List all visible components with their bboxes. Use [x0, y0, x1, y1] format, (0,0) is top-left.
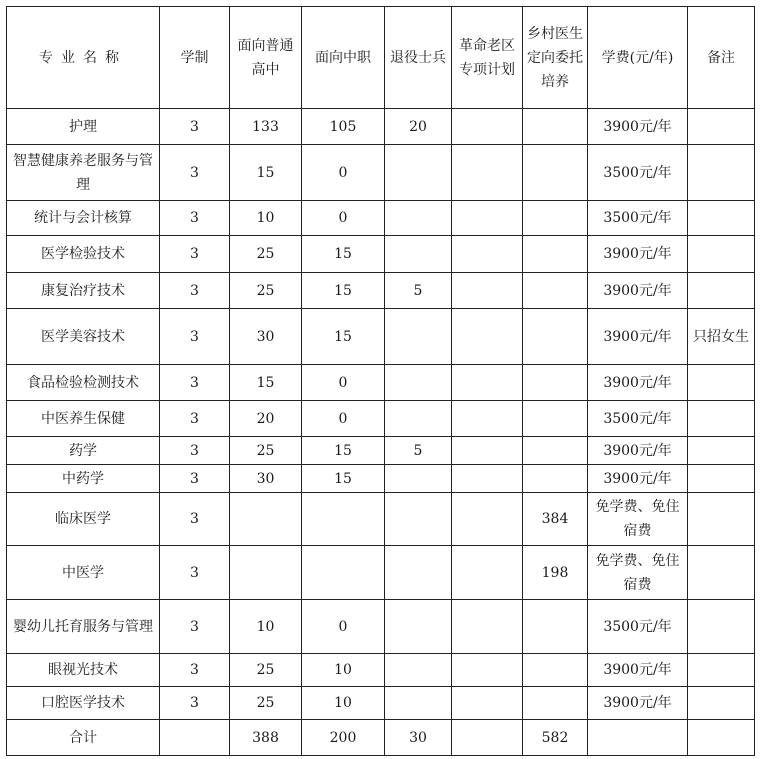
cell-vocational: 15 — [302, 309, 385, 365]
cell-major-name: 中医学 — [7, 546, 160, 600]
cell-major-name: 药学 — [7, 437, 160, 465]
cell-duration: 3 — [160, 236, 230, 273]
cell-remark — [688, 273, 755, 309]
cell-duration: 3 — [160, 201, 230, 236]
cell-fee: 3900元/年 — [588, 236, 688, 273]
cell-general-high: 30 — [230, 465, 302, 493]
cell-fee: 3500元/年 — [588, 600, 688, 654]
cell-rural-doctor — [523, 600, 588, 654]
cell-revolution-area — [452, 273, 523, 309]
cell-duration: 3 — [160, 309, 230, 365]
cell-fee: 3900元/年 — [588, 465, 688, 493]
cell-general-high: 25 — [230, 437, 302, 465]
cell-general-high: 15 — [230, 145, 302, 201]
cell-veteran — [385, 201, 452, 236]
header-major-name: 专业名称 — [7, 7, 160, 109]
cell-revolution-area — [452, 493, 523, 546]
cell-rural-doctor — [523, 201, 588, 236]
cell-revolution-area — [452, 600, 523, 654]
cell-vocational: 15 — [302, 437, 385, 465]
cell-rural-doctor — [523, 654, 588, 687]
header-rural-doctor: 乡村医生定向委托培养 — [523, 7, 588, 109]
cell-vocational: 0 — [302, 201, 385, 236]
cell-revolution-area — [452, 401, 523, 437]
cell-fee: 3900元/年 — [588, 309, 688, 365]
cell-fee: 3900元/年 — [588, 437, 688, 465]
cell-revolution-area — [452, 309, 523, 365]
cell-revolution-area — [452, 145, 523, 201]
cell-revolution-area — [452, 687, 523, 720]
cell-duration: 3 — [160, 600, 230, 654]
cell-general-high: 25 — [230, 236, 302, 273]
header-revolution-area: 革命老区专项计划 — [452, 7, 523, 109]
cell-vocational: 0 — [302, 145, 385, 201]
cell-major-name: 临床医学 — [7, 493, 160, 546]
header-row — [7, 7, 755, 109]
cell-vocational: 15 — [302, 465, 385, 493]
total-revolution-area — [452, 720, 523, 756]
header-vocational: 面向中职 — [302, 7, 385, 109]
cell-fee: 3900元/年 — [588, 273, 688, 309]
cell-remark — [688, 687, 755, 720]
cell-general-high: 25 — [230, 273, 302, 309]
header-duration: 学制 — [160, 7, 230, 109]
cell-vocational: 0 — [302, 401, 385, 437]
table-row — [7, 465, 755, 493]
cell-rural-doctor — [523, 309, 588, 365]
cell-revolution-area — [452, 437, 523, 465]
cell-fee: 3500元/年 — [588, 401, 688, 437]
cell-general-high: 10 — [230, 201, 302, 236]
cell-rural-doctor — [523, 365, 588, 401]
cell-rural-doctor — [523, 437, 588, 465]
cell-veteran — [385, 493, 452, 546]
cell-duration: 3 — [160, 654, 230, 687]
total-label: 合计 — [7, 720, 160, 756]
cell-general-high: 25 — [230, 654, 302, 687]
cell-vocational: 105 — [302, 109, 385, 145]
table-row — [7, 546, 755, 600]
cell-duration: 3 — [160, 109, 230, 145]
cell-vocational: 15 — [302, 236, 385, 273]
cell-remark: 只招女生 — [688, 309, 755, 365]
enrollment-plan-table — [6, 6, 755, 756]
cell-major-name: 眼视光技术 — [7, 654, 160, 687]
cell-rural-doctor — [523, 465, 588, 493]
table-row — [7, 236, 755, 273]
total-fee — [588, 720, 688, 756]
cell-vocational: 15 — [302, 273, 385, 309]
cell-vocational — [302, 493, 385, 546]
table-row — [7, 309, 755, 365]
cell-fee: 免学费、免住宿费 — [588, 493, 688, 546]
header-remark: 备注 — [688, 7, 755, 109]
cell-veteran — [385, 309, 452, 365]
table-row — [7, 145, 755, 201]
total-remark — [688, 720, 755, 756]
cell-fee: 3500元/年 — [588, 201, 688, 236]
cell-remark — [688, 493, 755, 546]
cell-fee: 3900元/年 — [588, 109, 688, 145]
cell-major-name: 口腔医学技术 — [7, 687, 160, 720]
cell-revolution-area — [452, 201, 523, 236]
header-fee: 学费(元/年) — [588, 7, 688, 109]
total-veteran: 30 — [385, 720, 452, 756]
cell-fee: 免学费、免住宿费 — [588, 546, 688, 600]
cell-remark — [688, 654, 755, 687]
cell-revolution-area — [452, 546, 523, 600]
cell-fee: 3900元/年 — [588, 687, 688, 720]
cell-remark — [688, 600, 755, 654]
cell-vocational — [302, 546, 385, 600]
table-row — [7, 687, 755, 720]
total-duration — [160, 720, 230, 756]
table-row — [7, 273, 755, 309]
table-row — [7, 493, 755, 546]
cell-duration: 3 — [160, 273, 230, 309]
cell-veteran — [385, 654, 452, 687]
cell-revolution-area — [452, 654, 523, 687]
cell-rural-doctor — [523, 401, 588, 437]
cell-rural-doctor — [523, 273, 588, 309]
cell-remark — [688, 365, 755, 401]
cell-major-name: 医学美容技术 — [7, 309, 160, 365]
cell-rural-doctor — [523, 109, 588, 145]
cell-general-high: 20 — [230, 401, 302, 437]
cell-major-name: 医学检验技术 — [7, 236, 160, 273]
total-row — [7, 720, 755, 756]
cell-major-name: 婴幼儿托育服务与管理 — [7, 600, 160, 654]
cell-duration: 3 — [160, 546, 230, 600]
cell-rural-doctor: 198 — [523, 546, 588, 600]
cell-general-high: 25 — [230, 687, 302, 720]
table-row — [7, 600, 755, 654]
cell-major-name: 智慧健康养老服务与管理 — [7, 145, 160, 201]
cell-veteran: 5 — [385, 273, 452, 309]
cell-duration: 3 — [160, 493, 230, 546]
cell-vocational: 10 — [302, 654, 385, 687]
cell-remark — [688, 145, 755, 201]
cell-general-high: 30 — [230, 309, 302, 365]
cell-revolution-area — [452, 465, 523, 493]
cell-vocational: 10 — [302, 687, 385, 720]
cell-vocational: 0 — [302, 365, 385, 401]
table-row — [7, 437, 755, 465]
cell-rural-doctor — [523, 236, 588, 273]
cell-rural-doctor — [523, 687, 588, 720]
cell-veteran — [385, 401, 452, 437]
cell-major-name: 统计与会计核算 — [7, 201, 160, 236]
cell-major-name: 中医养生保健 — [7, 401, 160, 437]
cell-general-high — [230, 546, 302, 600]
cell-major-name: 中药学 — [7, 465, 160, 493]
total-vocational: 200 — [302, 720, 385, 756]
cell-rural-doctor: 384 — [523, 493, 588, 546]
cell-major-name: 护理 — [7, 109, 160, 145]
cell-general-high: 10 — [230, 600, 302, 654]
header-general-high: 面向普通高中 — [230, 7, 302, 109]
cell-veteran — [385, 236, 452, 273]
cell-duration: 3 — [160, 401, 230, 437]
cell-duration: 3 — [160, 437, 230, 465]
table-row — [7, 654, 755, 687]
cell-veteran — [385, 365, 452, 401]
cell-vocational: 0 — [302, 600, 385, 654]
table-row — [7, 109, 755, 145]
cell-general-high — [230, 493, 302, 546]
cell-revolution-area — [452, 236, 523, 273]
cell-duration: 3 — [160, 687, 230, 720]
cell-veteran — [385, 145, 452, 201]
cell-fee: 3500元/年 — [588, 145, 688, 201]
cell-remark — [688, 401, 755, 437]
cell-veteran — [385, 600, 452, 654]
cell-veteran: 5 — [385, 437, 452, 465]
header-veteran: 退役士兵 — [385, 7, 452, 109]
cell-remark — [688, 546, 755, 600]
cell-revolution-area — [452, 365, 523, 401]
cell-fee: 3900元/年 — [588, 365, 688, 401]
cell-veteran — [385, 465, 452, 493]
cell-major-name: 康复治疗技术 — [7, 273, 160, 309]
cell-major-name: 食品检验检测技术 — [7, 365, 160, 401]
cell-veteran — [385, 546, 452, 600]
table-row — [7, 401, 755, 437]
total-general-high: 388 — [230, 720, 302, 756]
table-row — [7, 201, 755, 236]
cell-remark — [688, 437, 755, 465]
cell-general-high: 133 — [230, 109, 302, 145]
total-rural-doctor: 582 — [523, 720, 588, 756]
cell-remark — [688, 201, 755, 236]
cell-duration: 3 — [160, 145, 230, 201]
cell-revolution-area — [452, 109, 523, 145]
cell-remark — [688, 465, 755, 493]
cell-rural-doctor — [523, 145, 588, 201]
cell-remark — [688, 236, 755, 273]
cell-remark — [688, 109, 755, 145]
cell-veteran — [385, 687, 452, 720]
cell-duration: 3 — [160, 365, 230, 401]
cell-general-high: 15 — [230, 365, 302, 401]
table-row — [7, 365, 755, 401]
cell-duration: 3 — [160, 465, 230, 493]
cell-veteran: 20 — [385, 109, 452, 145]
cell-fee: 3900元/年 — [588, 654, 688, 687]
